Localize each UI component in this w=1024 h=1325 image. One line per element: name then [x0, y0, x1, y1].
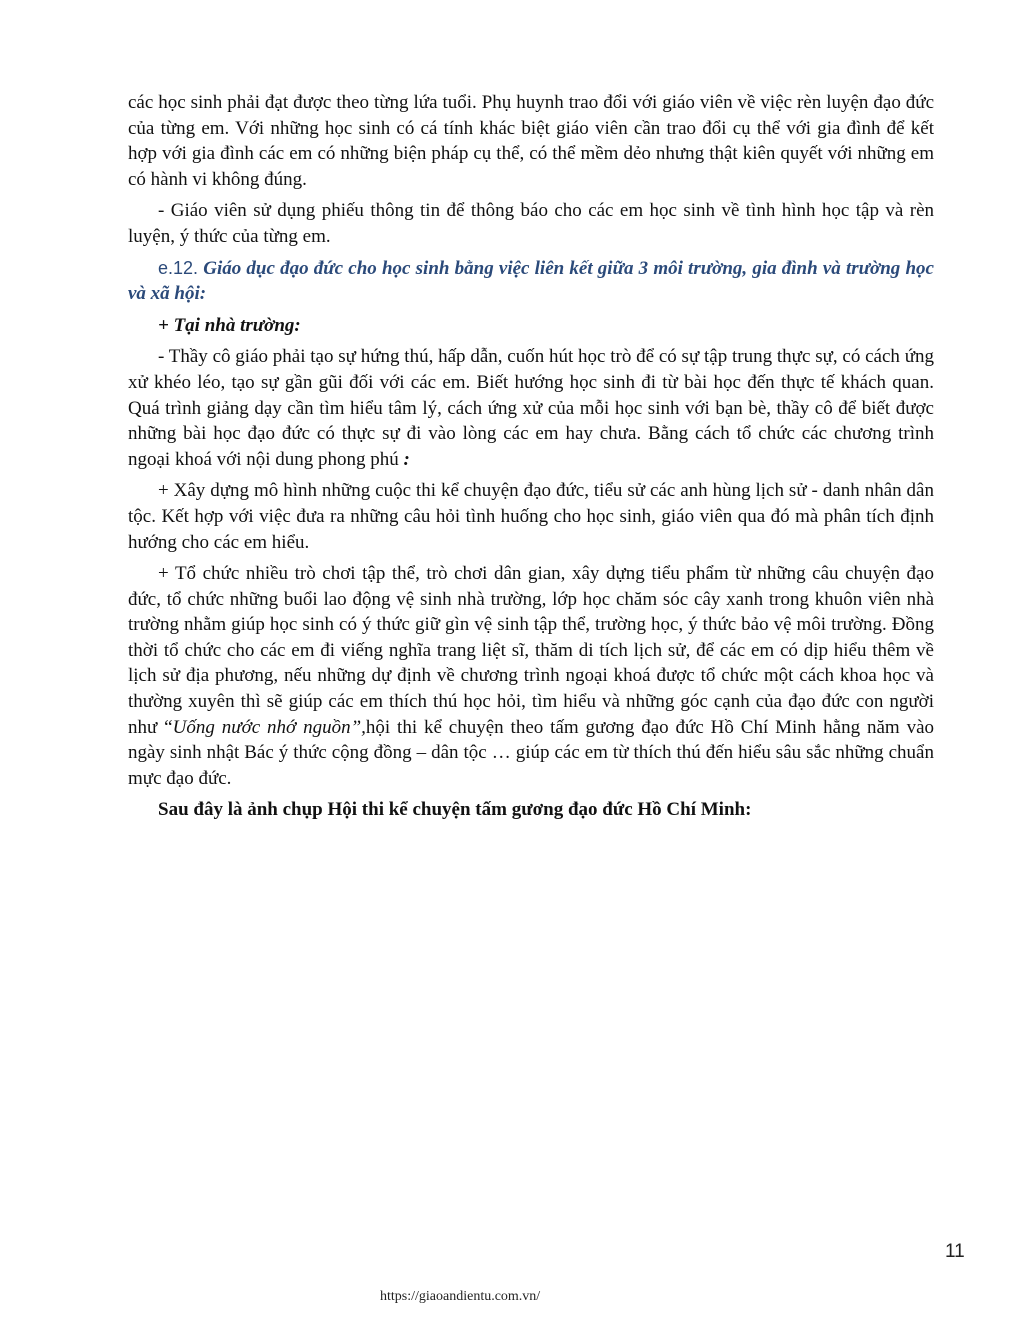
footer-url[interactable]: https://giaoandientu.com.vn/: [380, 1289, 541, 1304]
paragraph-5-text-a: + Tổ chức nhiều trò chơi tập thể, trò chơi dân gian, xây dựng tiểu phẩm từ những câu chuyện đạo đức, tổ chức những buổi lao động vệ sinh nhà trường, lớp học chăm sóc cây xanh trong khuôn viên nhà trường nhằm giúp học sinh có ý thức giữ gìn vệ sinh tập thể, trường học, ý thức bảo vệ môi trường. Đồng thời tổ chức cho các em đi viếng nghĩa trang liệt sĩ, thăm di tích lịch sử, để các em có dịp hiểu thêm về lịch sử địa phương, nếu những dự định về chương trình ngoại khoá được tổ chức một cách khoa học và thường xuyên thì sẽ giúp các em thích thú học hỏi, tìm hiểu và những góc cạnh của đạo đức con người như “: [128, 563, 934, 738]
paragraph-4: + Xây dựng mô hình những cuộc thi kể chuyện đạo đức, tiểu sử các anh hùng lịch sử - danh nhân dân tộc. Kết hợp với việc đưa ra những câu hỏi tình huống cho học sinh, giáo viên qua đó mà phân tích định hướng cho các em hiểu.: [128, 480, 934, 553]
paragraph-3-text: - Thầy cô giáo phải tạo sự hứng thú, hấp dẫn, cuốn hút học trò để có sự tập trung thực sự, có cách ứng xử khéo léo, tạo sự gần gũi đối với các em. Biết hướng học sinh đi từ bài học đến thực tế khách quan. Quá trình giảng dạy cần tìm hiểu tâm lý, cách ứng xử của mỗi học sinh với bạn bè, thầy cô để biết được những bài học đạo đức có thực sự đi vào lòng các em hay chưa. Bằng cách tổ chức các chương trình ngoại khoá với nội dung phong phú: [128, 346, 934, 470]
subheading-school: + Tại nhà trường:: [158, 314, 301, 336]
paragraph-5-quote: Uống nước nhớ nguồn”,: [172, 716, 366, 738]
document-body: [128, 90, 934, 829]
section-heading: [128, 256, 934, 307]
paragraph-2: - Giáo viên sử dụng phiếu thông tin để thông báo cho các em học sinh về tình hình học tập và rèn luyện, ý thức của từng em.: [128, 200, 934, 247]
paragraph-5: [128, 561, 934, 791]
paragraph-5-text-b: hội thi kể chuyện theo tấm gương đạo đức Hồ Chí Minh hằng năm vào ngày sinh nhật Bác ý thức cộng đồng – dân tộc … giúp các em từ thích thú đến hiểu sâu sắc những chuẩn mực đạo đức.: [128, 716, 934, 789]
section-number: e.12.: [158, 257, 199, 278]
paragraph-6: Sau đây là ảnh chụp Hội thi kể chuyện tấm gương đạo đức Hồ Chí Minh:: [158, 799, 752, 821]
section-title: Giáo dục đạo đức cho học sinh bằng việc liên kết giữa 3 môi trường, gia đình và trường học và xã hội:: [128, 257, 934, 305]
paragraph-3: [128, 344, 934, 472]
paragraph-3-colon: :: [403, 448, 410, 470]
page-number: 11: [945, 1241, 965, 1262]
paragraph-1: các học sinh phải đạt được theo từng lứa tuổi. Phụ huynh trao đổi với giáo viên về việc rèn luyện đạo đức của từng em. Với những học sinh có cá tính khác biệt giáo viên cần trao đổi cụ thể với gia đình để kết hợp với gia đình các em có những biện pháp cụ thể, có thể mềm dẻo nhưng thật kiên quyết với những em có hành vi không đúng.: [128, 92, 934, 190]
